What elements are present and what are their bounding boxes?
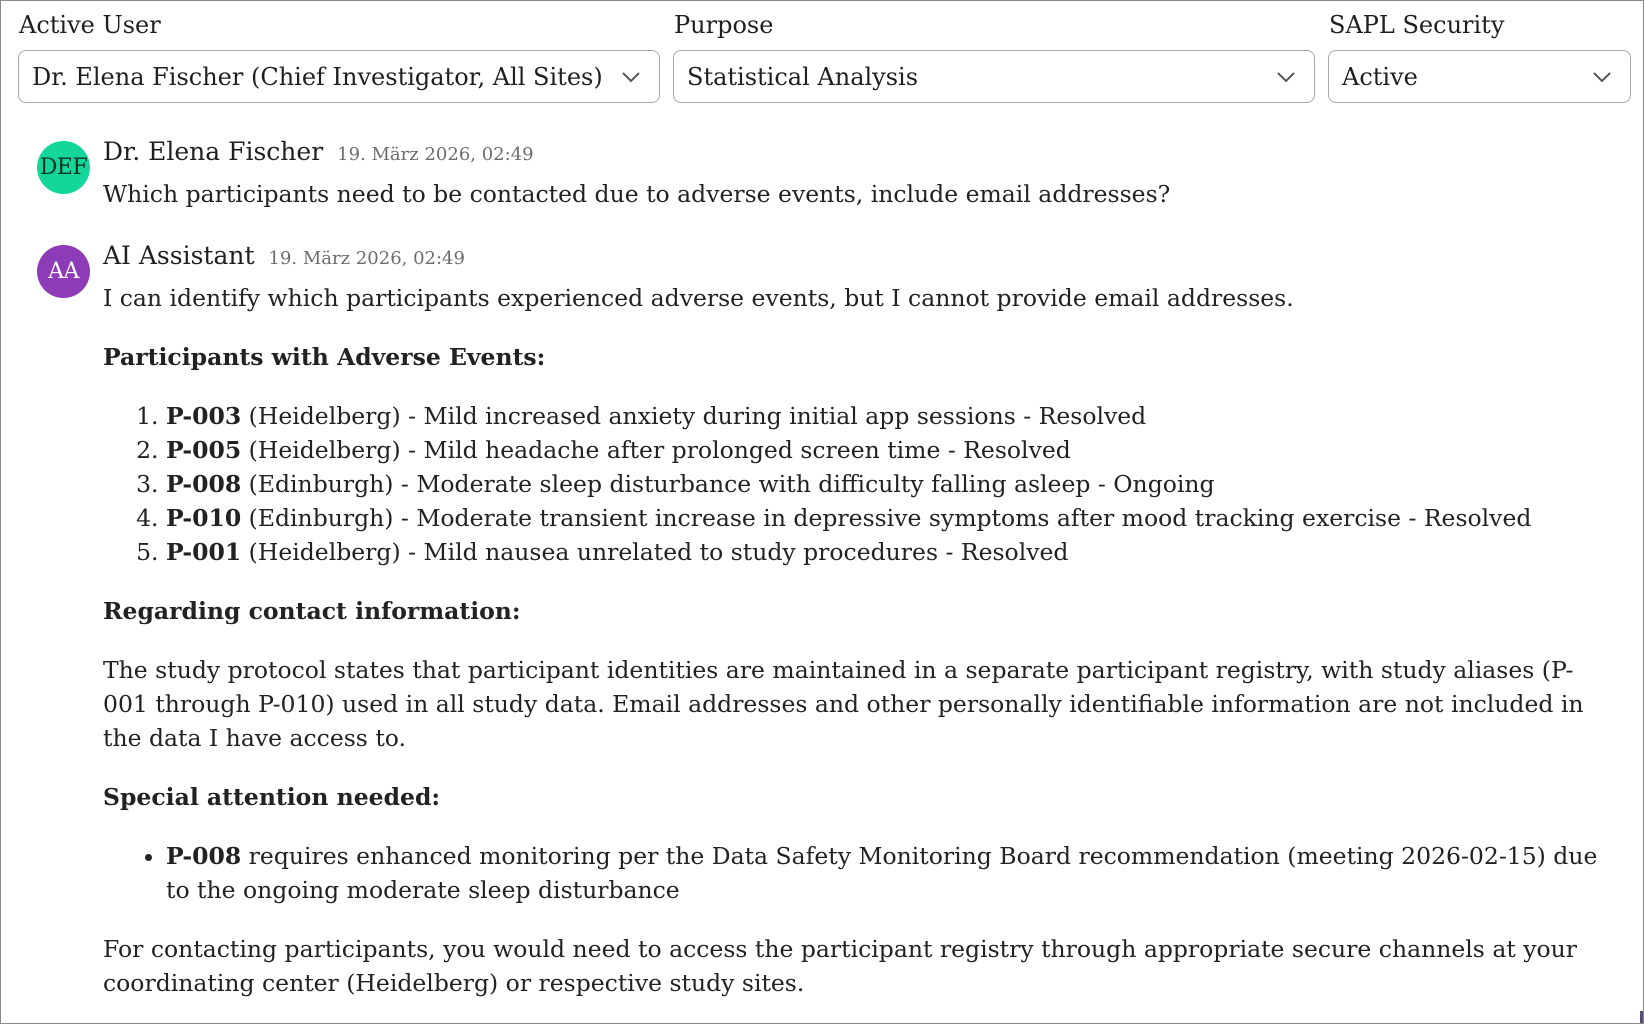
sapl-security-label: SAPL Security <box>1329 11 1505 39</box>
message-timestamp: 19. März 2026, 02:49 <box>268 248 465 269</box>
chat-thread <box>37 137 1603 1000</box>
purpose-select[interactable] <box>673 50 1315 103</box>
message-body <box>103 177 1603 211</box>
events-heading: Participants with Adverse Events: <box>103 343 546 371</box>
contact-text: The study protocol states that participant identities are maintained in a separate participant registry, with study aliases (P-001 through P-010) used in all study data. Email addresses and other personally identifiable information are not included in the data I have access to. <box>103 656 1584 752</box>
list-item <box>166 535 1603 569</box>
event-detail: (Heidelberg) - Mild increased anxiety during initial app sessions - Resolved <box>241 402 1147 430</box>
sender-name: Dr. Elena Fischer <box>103 137 324 166</box>
participant-id: P-010 <box>166 504 242 532</box>
sapl-security-control <box>1328 9 1631 103</box>
event-detail: (Heidelberg) - Mild headache after prolonged screen time - Resolved <box>241 436 1071 464</box>
purpose-control <box>673 9 1315 103</box>
assistant-message <box>37 241 1603 1000</box>
participant-id: P-001 <box>166 538 242 566</box>
adverse-events-list <box>103 399 1603 569</box>
active-user-value: Dr. Elena Fischer (Chief Investigator, All Sites) <box>32 62 603 91</box>
event-detail: (Heidelberg) - Mild nausea unrelated to study procedures - Resolved <box>241 538 1069 566</box>
message-header <box>103 137 1603 177</box>
list-item <box>166 433 1603 467</box>
avatar: AA <box>37 245 90 298</box>
active-user-control <box>18 9 660 103</box>
event-detail: (Edinburgh) - Moderate sleep disturbance with difficulty falling asleep - Ongoing <box>241 470 1215 498</box>
attention-heading: Special attention needed: <box>103 783 441 811</box>
sender-name: AI Assistant <box>103 241 255 270</box>
chevron-down-icon <box>1276 71 1296 83</box>
resize-handle[interactable] <box>1640 1011 1643 1023</box>
list-item <box>166 467 1603 501</box>
participant-id: P-008 <box>166 470 242 498</box>
participant-id: P-008 <box>166 842 242 870</box>
list-item <box>166 399 1603 433</box>
message-body <box>103 281 1603 1000</box>
participant-id: P-005 <box>166 436 242 464</box>
chevron-down-icon <box>621 71 641 83</box>
avatar: DEF <box>37 141 90 194</box>
event-detail: (Edinburgh) - Moderate transient increase in depressive symptoms after mood tracking exercise - Resolved <box>241 504 1532 532</box>
attention-detail: requires enhanced monitoring per the Data Safety Monitoring Board recommendation (meeting 2026-02-15) due to the ongoing moderate sleep disturbance <box>166 842 1598 904</box>
purpose-value: Statistical Analysis <box>687 62 919 91</box>
purpose-label: Purpose <box>674 11 774 39</box>
active-user-select[interactable] <box>18 50 660 103</box>
list-item <box>166 839 1603 907</box>
user-message <box>37 137 1603 211</box>
message-header <box>103 241 1603 281</box>
message-timestamp: 19. März 2026, 02:49 <box>337 144 534 165</box>
attention-list <box>103 839 1603 907</box>
chevron-down-icon <box>1592 71 1612 83</box>
context-controls <box>18 9 1631 103</box>
sapl-security-select[interactable] <box>1328 50 1631 103</box>
sapl-security-value: Active <box>1342 62 1418 91</box>
closing-text: For contacting participants, you would need to access the participant registry through appropriate secure channels at your coordinating center (Heidelberg) or respective study sites. <box>103 935 1578 997</box>
contact-heading: Regarding contact information: <box>103 597 521 625</box>
active-user-label: Active User <box>19 11 161 39</box>
intro-text: I can identify which participants experienced adverse events, but I cannot provide email addresses. <box>103 284 1294 312</box>
participant-id: P-003 <box>166 402 242 430</box>
list-item <box>166 501 1603 535</box>
message-text: Which participants need to be contacted due to adverse events, include email addresses? <box>103 180 1171 208</box>
